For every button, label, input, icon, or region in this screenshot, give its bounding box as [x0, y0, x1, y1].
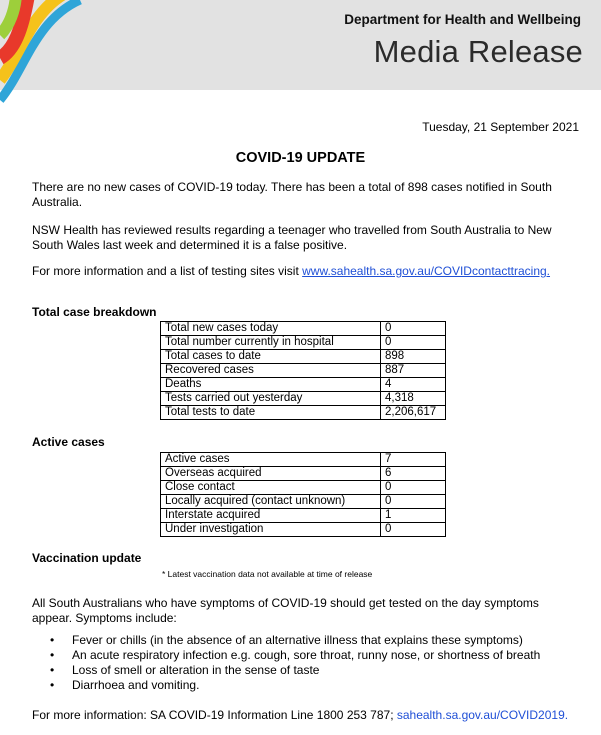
active-cases-table — [160, 452, 446, 537]
table-row — [161, 322, 446, 336]
row-label: Total new cases today — [161, 322, 381, 336]
intro-paragraph-cases: There are no new cases of COVID-19 today. There has been a total of 898 cases notified in South Australia. — [32, 180, 552, 209]
row-label: Total number currently in hospital — [161, 336, 381, 350]
row-value: 1 — [381, 509, 446, 523]
row-value: 6 — [381, 467, 446, 481]
ribbon-logo — [0, 0, 90, 110]
active-cases-heading: Active cases — [32, 435, 105, 449]
row-label: Total cases to date — [161, 350, 381, 364]
intro-paragraph-nsw: NSW Health has reviewed results regarding a teenager who travelled from South Australia to New South Wales last week and determined it is a false positive. — [32, 223, 552, 252]
media-release-header — [0, 0, 601, 90]
table-row — [161, 364, 446, 378]
table-row — [161, 509, 446, 523]
intro-paragraph-more-info — [32, 264, 572, 279]
total-breakdown-table — [160, 321, 446, 420]
total-breakdown-heading: Total case breakdown — [32, 305, 157, 319]
row-value: 2,206,617 — [381, 406, 446, 420]
contact-tracing-link[interactable]: www.sahealth.sa.gov.au/COVIDcontacttracing. — [302, 264, 551, 278]
row-value: 0 — [381, 481, 446, 495]
row-value: 0 — [381, 322, 446, 336]
list-item: • Diarrhoea and vomiting. — [32, 678, 540, 693]
table-row — [161, 467, 446, 481]
vaccination-heading: Vaccination update — [32, 551, 142, 565]
covid2019-link[interactable]: sahealth.sa.gov.au/COVID2019. — [396, 708, 569, 722]
release-date: Tuesday, 21 September 2021 — [422, 120, 579, 134]
table-row — [161, 406, 446, 420]
department-name: Department for Health and Wellbeing — [344, 12, 581, 27]
release-type-title: Media Release — [373, 34, 583, 69]
footer-text: For more information: SA COVID-19 Information Line 1800 253 787; — [32, 708, 397, 722]
row-label: Locally acquired (contact unknown) — [161, 495, 381, 509]
list-item: • Loss of smell or alteration in the sense of taste — [32, 663, 540, 678]
table-row — [161, 495, 446, 509]
list-item: • Fever or chills (in the absence of an alternative illness that explains these symptoms) — [32, 633, 540, 648]
row-label: Close contact — [161, 481, 381, 495]
row-label: Overseas acquired — [161, 467, 381, 481]
row-value: 7 — [381, 453, 446, 467]
more-info-text: For more information and a list of testing sites visit — [32, 264, 303, 278]
table-row — [161, 336, 446, 350]
row-value: 4 — [381, 378, 446, 392]
row-label: Deaths — [161, 378, 381, 392]
row-value: 4,318 — [381, 392, 446, 406]
table-row — [161, 392, 446, 406]
table-row — [161, 378, 446, 392]
symptoms-intro: All South Australians who have symptoms of COVID-19 should get tested on the day symptoms appear. Symptoms include: — [32, 596, 539, 625]
symptoms-list — [32, 633, 540, 693]
table-row — [161, 453, 446, 467]
page-title: COVID-19 UPDATE — [235, 150, 366, 166]
row-value: 887 — [381, 364, 446, 378]
row-label: Total tests to date — [161, 406, 381, 420]
row-label: Tests carried out yesterday — [161, 392, 381, 406]
row-label: Recovered cases — [161, 364, 381, 378]
row-value: 0 — [381, 336, 446, 350]
row-label: Under investigation — [161, 523, 381, 537]
row-label: Active cases — [161, 453, 381, 467]
footer-info — [32, 708, 572, 723]
list-item: • An acute respiratory infection e.g. cough, sore throat, runny nose, or shortness of breath — [32, 648, 540, 663]
vaccination-note: * Latest vaccination data not available at time of release — [162, 569, 373, 579]
row-value: 0 — [381, 523, 446, 537]
row-label: Interstate acquired — [161, 509, 381, 523]
table-row — [161, 481, 446, 495]
row-value: 898 — [381, 350, 446, 364]
table-row — [161, 350, 446, 364]
table-row — [161, 523, 446, 537]
row-value: 0 — [381, 495, 446, 509]
